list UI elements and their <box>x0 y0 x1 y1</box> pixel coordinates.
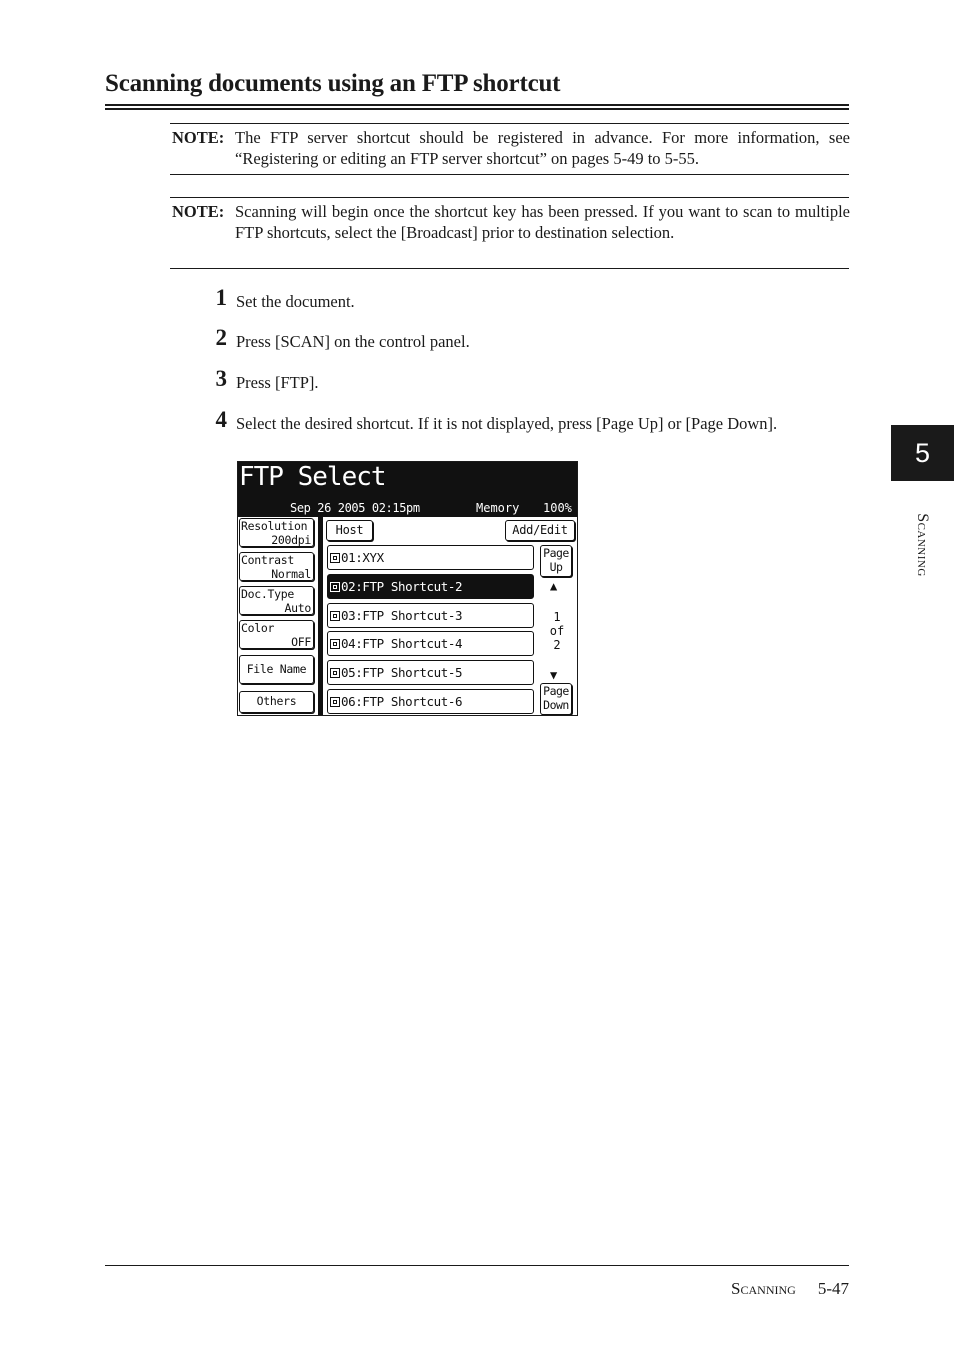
button-label: File Name <box>246 662 307 676</box>
step-3 <box>205 366 825 393</box>
page-number: 5-47 <box>817 1279 849 1298</box>
file-name-button[interactable] <box>239 655 314 684</box>
page-up-button[interactable] <box>540 545 572 577</box>
ftp-shortcut-entry[interactable] <box>327 660 534 685</box>
host-button[interactable]: Host <box>326 520 373 541</box>
heading-rule-2 <box>105 108 849 110</box>
button-label: Resolution <box>241 519 308 533</box>
step-2 <box>205 325 825 352</box>
note-2-text: Scanning will begin once the shortcut key has been pressed. If you want to scan to multiple FTP shortcuts, select the [Broadcast] prior to destination selection. <box>235 202 850 242</box>
step-text: Set the document. <box>236 292 355 311</box>
button-value: Auto <box>284 601 311 615</box>
chapter-tab: 5 <box>891 425 954 481</box>
step-number: 4 <box>215 407 227 432</box>
screen-header <box>238 462 577 517</box>
note-1-top-rule <box>170 123 849 124</box>
step-text: Press [SCAN] on the control panel. <box>236 332 470 351</box>
ftp-server-icon <box>330 639 340 649</box>
note-2-top-rule <box>170 197 849 198</box>
ftp-shortcut-entry[interactable] <box>327 603 534 628</box>
step-number: 3 <box>215 366 227 391</box>
memory-label: Memory <box>476 501 520 515</box>
page-total: 2 <box>553 638 561 652</box>
button-label: Color <box>241 621 275 635</box>
page-of: of <box>549 624 565 638</box>
resolution-button[interactable] <box>239 518 314 547</box>
down-arrow-icon: ▼ <box>550 668 558 682</box>
button-label: Down <box>543 698 569 712</box>
ftp-server-icon <box>330 582 340 592</box>
up-arrow-icon: ▲ <box>550 579 558 593</box>
entry-label: 02:FTP Shortcut-2 <box>341 579 463 594</box>
memory-value: 100% <box>543 501 572 515</box>
others-button[interactable] <box>239 691 314 713</box>
step-text: Press [FTP]. <box>236 373 319 392</box>
ftp-server-icon <box>330 697 340 707</box>
button-label: Contrast <box>241 553 294 567</box>
note-1-label: NOTE: <box>172 128 225 147</box>
footer-rule <box>105 1265 849 1266</box>
entry-label: 05:FTP Shortcut-5 <box>341 665 463 680</box>
button-label: Up <box>549 560 563 574</box>
ftp-server-icon <box>330 553 340 563</box>
button-value: Normal <box>271 567 311 581</box>
ftp-shortcut-entry[interactable] <box>327 689 534 714</box>
note-1 <box>172 128 850 169</box>
button-value: 200dpi <box>271 533 311 547</box>
screen-datetime: Sep 26 2005 02:15pm <box>290 501 420 515</box>
heading-rule-1 <box>105 104 849 106</box>
contrast-button[interactable] <box>239 552 314 581</box>
button-label: Page <box>543 546 569 560</box>
button-label: Others <box>256 694 297 708</box>
step-number: 1 <box>215 285 227 310</box>
button-value: OFF <box>291 635 311 649</box>
chapter-side-label: Scanning <box>914 513 931 577</box>
note-1-text: The FTP server shortcut should be registered in advance. For more information, see “Registering or editing an FTP server shortcut” on pages 5-49 to 5-55. <box>235 128 850 168</box>
panel-divider <box>318 517 323 716</box>
note-2-bottom-rule <box>170 268 849 269</box>
entry-label: 03:FTP Shortcut-3 <box>341 608 463 623</box>
color-button[interactable] <box>239 620 314 649</box>
doc-type-button[interactable] <box>239 586 314 615</box>
note-1-bottom-rule <box>170 174 849 175</box>
ftp-server-icon <box>330 611 340 621</box>
button-label: Page <box>543 684 569 698</box>
ftp-shortcut-entry[interactable] <box>327 631 534 656</box>
entry-label: 06:FTP Shortcut-6 <box>341 694 463 709</box>
add-edit-button[interactable]: Add/Edit <box>505 520 575 541</box>
note-2-label: NOTE: <box>172 202 225 221</box>
step-4 <box>205 407 805 434</box>
entry-label: 04:FTP Shortcut-4 <box>341 636 463 651</box>
ftp-select-screen <box>237 461 578 716</box>
step-text: Select the desired shortcut. If it is not displayed, press [Page Up] or [Page Down]. <box>236 414 778 433</box>
page-footer <box>731 1279 849 1299</box>
footer-section: Scanning <box>731 1279 796 1298</box>
screen-title: FTP Select <box>239 462 386 492</box>
ftp-shortcut-entry-selected[interactable] <box>327 574 534 599</box>
step-number: 2 <box>215 325 227 350</box>
settings-panel <box>238 517 318 716</box>
section-heading: Scanning documents using an FTP shortcut <box>105 70 561 97</box>
entry-label: 01:XYX <box>341 550 384 565</box>
ftp-server-icon <box>330 668 340 678</box>
note-2 <box>172 202 850 243</box>
ftp-shortcut-entry[interactable] <box>327 545 534 570</box>
page-down-button[interactable] <box>540 683 572 715</box>
button-label: Doc.Type <box>241 587 294 601</box>
page-current: 1 <box>553 610 561 624</box>
step-1 <box>205 285 825 312</box>
